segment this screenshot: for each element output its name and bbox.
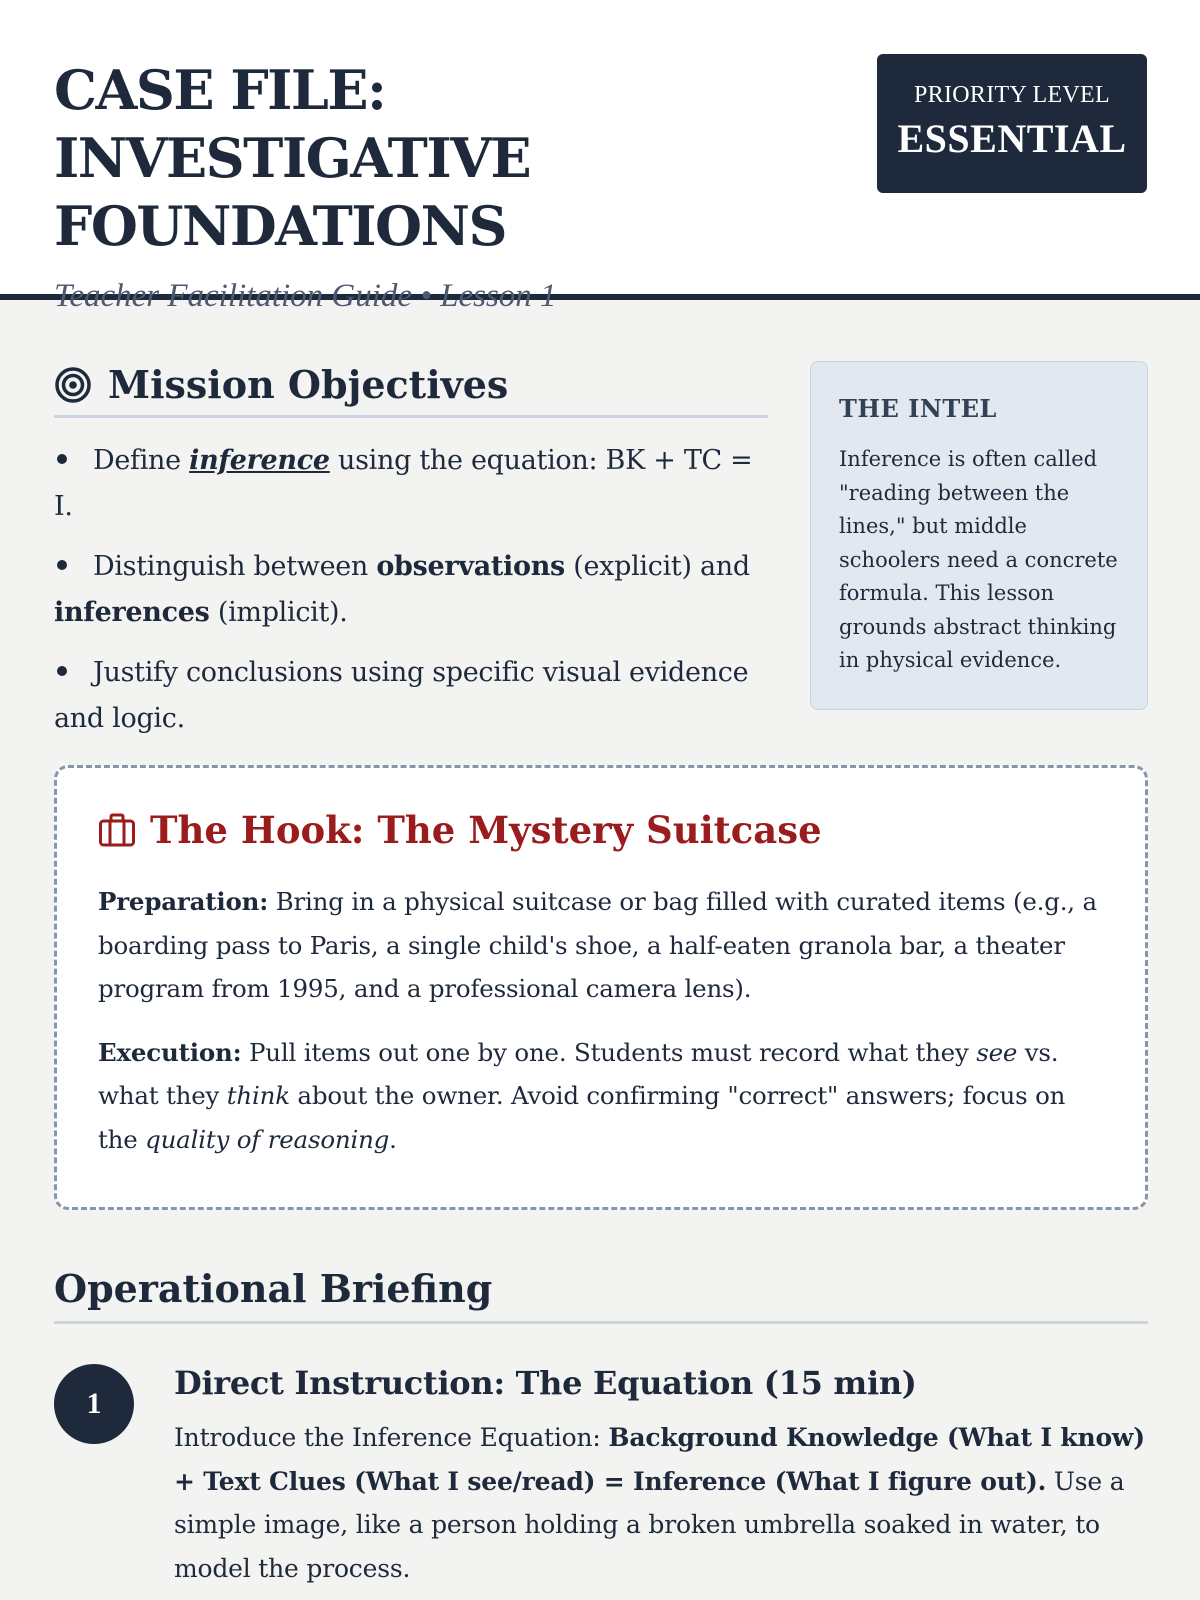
mission-objectives-section xyxy=(54,362,768,756)
hook-section xyxy=(54,765,1148,1210)
objective-text: Justify conclusions using specific visual evidence and logic. xyxy=(54,657,749,734)
priority-label: PRIORITY LEVEL xyxy=(914,82,1110,108)
step-equation: Background Knowledge (What I know) + Text Clues (What I see/read) = Inference (What I figure out). xyxy=(174,1423,1145,1496)
objective-text: using the equation: BK + TC = I. xyxy=(54,445,753,522)
intel-callout xyxy=(810,361,1148,710)
objective-text: (implicit). xyxy=(209,597,348,628)
objective-keyword: observations xyxy=(376,551,565,582)
bullet xyxy=(57,666,67,676)
briefing-heading: Operational Briefing xyxy=(54,1266,1148,1324)
step-number: 1 xyxy=(54,1364,134,1444)
operational-briefing-section xyxy=(54,1266,1148,1590)
preparation-label: Preparation: xyxy=(98,887,269,916)
bullet xyxy=(57,560,67,570)
hook-heading xyxy=(98,808,1105,852)
objective-keyword: inference xyxy=(189,445,330,476)
hook-preparation xyxy=(98,880,1105,1011)
execution-emphasis: see xyxy=(976,1037,1018,1067)
execution-emphasis: quality of reasoning xyxy=(145,1124,390,1154)
objectives-heading xyxy=(54,362,768,418)
preparation-text: Bring in a physical suitcase or bag filled with curated items (e.g., a boarding pass to Paris, a single child's shoe, a half-eaten granola bar, a theater program from 1995, and a professional camera lens). xyxy=(98,887,1097,1003)
hook-execution xyxy=(98,1031,1105,1162)
priority-value: ESSENTIAL xyxy=(897,116,1127,161)
list-item xyxy=(54,438,768,530)
list-item xyxy=(54,650,768,742)
list-item xyxy=(54,544,768,636)
execution-text: about the owner. Avoid confirming "correct" answers; focus on the xyxy=(98,1081,1066,1154)
target-icon xyxy=(54,366,92,404)
priority-badge xyxy=(877,54,1147,193)
execution-emphasis: think xyxy=(226,1081,290,1110)
objective-text: Distinguish between xyxy=(93,551,377,582)
hook-heading-text: The Hook: The Mystery Suitcase xyxy=(150,808,822,852)
objectives-list xyxy=(54,438,768,742)
intel-heading: THE INTEL xyxy=(839,394,997,423)
page-title: CASE FILE: INVESTIGATIVE FOUNDATIONS xyxy=(54,58,531,258)
bullet xyxy=(57,454,67,464)
page-subtitle: Teacher Facilitation Guide • Lesson 1 xyxy=(54,278,557,314)
objective-keyword: inferences xyxy=(54,597,210,628)
execution-label: Execution: xyxy=(98,1037,242,1067)
execution-text: vs. what they xyxy=(98,1037,1059,1110)
objective-text: Define xyxy=(93,445,190,476)
briefcase-icon xyxy=(98,812,136,848)
step-body xyxy=(174,1416,1148,1590)
step-text: Introduce the Inference Equation: xyxy=(174,1423,609,1452)
objective-text: (explicit) and xyxy=(564,551,750,582)
page-header xyxy=(0,0,1200,314)
step-title: Direct Instruction: The Equation (15 min) xyxy=(174,1364,917,1402)
execution-text: . xyxy=(389,1124,397,1154)
step-text: Use a simple image, like a person holding a broken umbrella soaked in water, to model the process. xyxy=(174,1466,1125,1583)
execution-text: Pull items out one by one. Students must record what they xyxy=(241,1037,977,1067)
objectives-heading-text: Mission Objectives xyxy=(108,362,509,407)
intel-body: Inference is often called "reading between the lines," but middle schoolers need a concrete formula. This lesson grounds abstract thinking in physical evidence. xyxy=(839,447,1118,672)
briefing-step xyxy=(54,1364,1148,1590)
